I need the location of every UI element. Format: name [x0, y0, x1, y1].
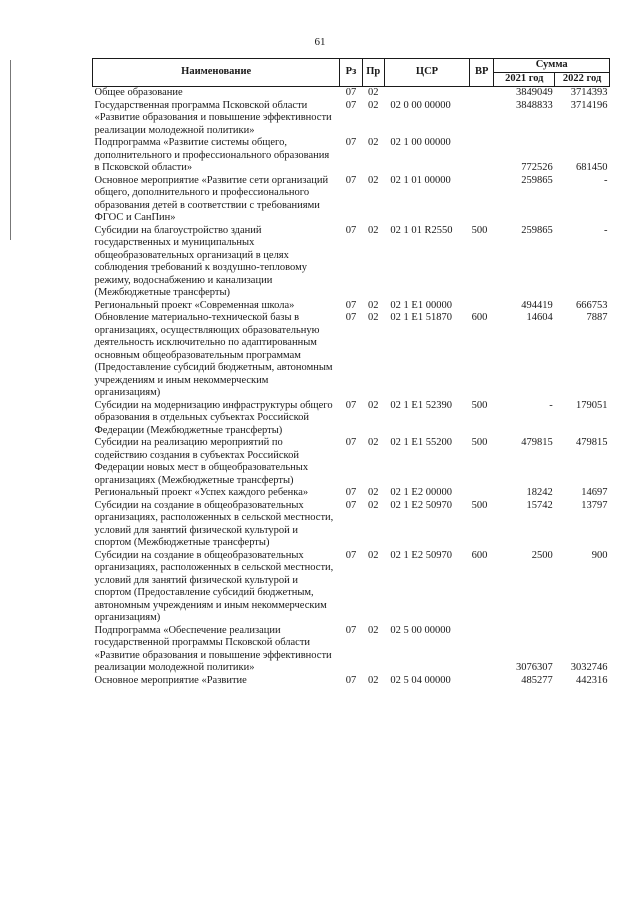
cell-vr: 500	[471, 399, 488, 411]
cell-vr	[470, 300, 494, 313]
cell-name: Субсидии на благоустройство зданий государственных и муниципальных общеобразовательных организаций в целях соблюдения требований к воздушно-тепловому режиму, водоснабжению и канализации (Межбюджетные трансферты)	[94, 224, 307, 298]
cell-name: Основное мероприятие «Развитие	[94, 674, 247, 686]
cell-rz: 07	[345, 487, 357, 498]
cell-csr: 02 1 E2 00000	[390, 487, 452, 498]
header-sum: Сумма	[494, 59, 610, 73]
cell-csr	[384, 87, 469, 100]
scan-edge-line	[10, 60, 11, 240]
cell-rz: 07	[345, 549, 357, 561]
cell-2021: -	[549, 399, 553, 411]
cell-rz: 07	[345, 499, 357, 511]
cell-rz: 07	[345, 399, 357, 411]
cell-2022: 900	[591, 549, 608, 561]
cell-2021: 14604	[526, 312, 553, 323]
cell-rz: 07	[345, 299, 357, 311]
cell-vr	[470, 675, 494, 688]
header-csr: ЦСР	[384, 59, 469, 87]
cell-2021: 18242	[526, 487, 553, 498]
cell-2021: 259865	[521, 224, 553, 236]
cell-rz: 07	[345, 624, 357, 636]
cell-csr: 02 1 E1 51870	[390, 312, 452, 323]
table-row	[93, 625, 610, 675]
cell-2021: 2500	[531, 549, 553, 561]
cell-2022: 7887	[586, 312, 608, 323]
cell-2022: 14697	[581, 487, 608, 498]
table-row	[93, 437, 610, 487]
cell-2021: 485277	[521, 674, 553, 686]
cell-name: Обновление материально-технической базы в организациях, осуществляющих образовательную деятельность исключительно по адаптированным основным общеобразовательным программам (Предоставление субсидий бюджетным, автономным учреждениям и иным некоммерческим организациям)	[94, 312, 333, 398]
cell-name: Общее образование	[94, 87, 183, 98]
table-row	[93, 225, 610, 300]
cell-pr: 02	[368, 487, 379, 498]
cell-csr: 02 1 00 00000	[390, 137, 451, 148]
cell-pr: 02	[368, 299, 379, 311]
cell-vr	[470, 625, 494, 675]
cell-vr	[470, 100, 494, 138]
cell-vr	[470, 175, 494, 225]
cell-pr: 02	[368, 399, 379, 411]
cell-rz: 07	[345, 224, 357, 236]
table-row	[93, 300, 610, 313]
cell-name: Субсидии на создание в общеобразовательных организациях, расположенных в сельской местности, условий для занятий физической культурой и спортом (Предоставление субсидий бюджетным, автономным учреждениям и иным некоммерческим организациям)	[94, 549, 334, 623]
cell-vr	[470, 487, 494, 500]
cell-csr: 02 1 E1 55200	[390, 437, 452, 448]
cell-pr: 02	[368, 87, 379, 98]
cell-2021: 3849049	[515, 87, 553, 98]
page-number: 61	[314, 36, 326, 48]
table-row	[93, 100, 610, 138]
cell-vr: 500	[471, 224, 488, 236]
cell-2022: 3032746	[570, 662, 608, 673]
cell-2022: 3714393	[570, 87, 608, 98]
cell-vr: 500	[471, 437, 488, 448]
cell-csr: 02 1 E1 52390	[390, 399, 452, 411]
header-rz: Рз	[340, 59, 362, 87]
table-row	[93, 487, 610, 500]
cell-csr: 02 1 01 00000	[390, 174, 451, 186]
cell-name: Подпрограмма «Развитие системы общего, дополнительного и профессионального образования в Псковской области»	[94, 137, 330, 173]
cell-csr: 02 5 04 00000	[390, 674, 451, 686]
cell-vr	[470, 137, 494, 175]
cell-pr: 02	[368, 312, 379, 323]
header-pr: Пр	[362, 59, 384, 87]
cell-2021: 494419	[521, 299, 553, 311]
budget-table	[92, 58, 610, 687]
table-row	[93, 550, 610, 625]
table-row	[93, 87, 610, 100]
cell-csr: 02 1 01 R2550	[390, 224, 453, 236]
header-2021: 2021 год	[494, 73, 555, 87]
table-body	[93, 87, 610, 688]
cell-pr: 02	[368, 624, 379, 636]
table-row	[93, 137, 610, 175]
cell-csr: 02 5 00 00000	[390, 624, 451, 636]
cell-rz: 07	[345, 674, 357, 686]
cell-2022: 681450	[576, 162, 608, 173]
cell-name: Региональный проект «Современная школа»	[94, 299, 295, 311]
table-row	[93, 500, 610, 550]
cell-pr: 02	[368, 224, 379, 236]
table-row	[93, 400, 610, 438]
cell-vr	[470, 87, 494, 100]
cell-2022: 13797	[581, 499, 608, 511]
cell-2022: 179051	[576, 399, 608, 411]
cell-2021: 3076307	[515, 662, 553, 673]
header-2022: 2022 год	[555, 73, 610, 87]
cell-pr: 02	[368, 99, 379, 111]
cell-csr: 02 0 00 00000	[390, 99, 451, 111]
cell-pr: 02	[368, 437, 379, 448]
cell-name: Основное мероприятие «Развитие сети организаций общего, дополнительного и профессионального образования детей в соответствии с требованиями ФГОС и СанПин»	[94, 174, 329, 223]
cell-vr: 500	[471, 499, 488, 511]
cell-2022: 479815	[576, 437, 608, 448]
cell-csr: 02 1 E1 00000	[390, 299, 452, 311]
cell-pr: 02	[368, 174, 379, 186]
cell-rz: 07	[345, 137, 357, 148]
cell-pr: 02	[368, 674, 379, 686]
cell-name: Государственная программа Псковской области «Развитие образования и повышение эффективности реализации молодежной политики»	[94, 99, 332, 136]
header-name: Наименование	[93, 59, 340, 87]
cell-name: Подпрограмма «Обеспечение реализации государственной программы Псковской области «Развитие образования и повышение эффективности реализации молодежной политики»	[94, 624, 332, 673]
table-row	[93, 175, 610, 225]
table-row	[93, 312, 610, 400]
cell-pr: 02	[368, 549, 379, 561]
cell-2022: 3714196	[570, 99, 608, 111]
cell-rz: 07	[345, 87, 357, 98]
cell-2021: 772526	[521, 162, 553, 173]
cell-2022: -	[604, 224, 608, 236]
cell-name: Региональный проект «Успех каждого ребенка»	[94, 487, 309, 498]
cell-2021: 3848833	[515, 99, 553, 111]
cell-vr: 600	[471, 312, 488, 323]
cell-name: Субсидии на реализацию мероприятий по содействию создания в субъектах Российской Федерации новых мест в общеобразовательных организациях (Межбюджетные трансферты)	[94, 437, 309, 486]
cell-name: Субсидии на модернизацию инфраструктуры общего образования в отдельных субъектах Российской Федерации (Межбюджетные трансферты)	[94, 399, 333, 436]
cell-2022: -	[604, 174, 608, 186]
cell-2022: 442316	[576, 674, 608, 686]
cell-name: Субсидии на создание в общеобразовательных организациях, расположенных в сельской местности, условий для занятий физической культурой и спортом (Межбюджетные трансферты)	[94, 499, 334, 548]
cell-2021: 479815	[521, 437, 553, 448]
cell-pr: 02	[368, 499, 379, 511]
cell-2021: 259865	[521, 174, 553, 186]
cell-2021: 15742	[526, 499, 553, 511]
cell-rz: 07	[345, 437, 357, 448]
table-row	[93, 675, 610, 688]
cell-csr: 02 1 E2 50970	[390, 549, 452, 561]
cell-csr: 02 1 E2 50970	[390, 499, 452, 511]
cell-pr: 02	[368, 137, 379, 148]
cell-rz: 07	[345, 99, 357, 111]
cell-rz: 07	[345, 312, 357, 323]
cell-2022: 666753	[576, 299, 608, 311]
cell-rz: 07	[345, 174, 357, 186]
header-vr: ВР	[470, 59, 494, 87]
cell-vr: 600	[471, 549, 488, 561]
table-header	[93, 59, 610, 87]
